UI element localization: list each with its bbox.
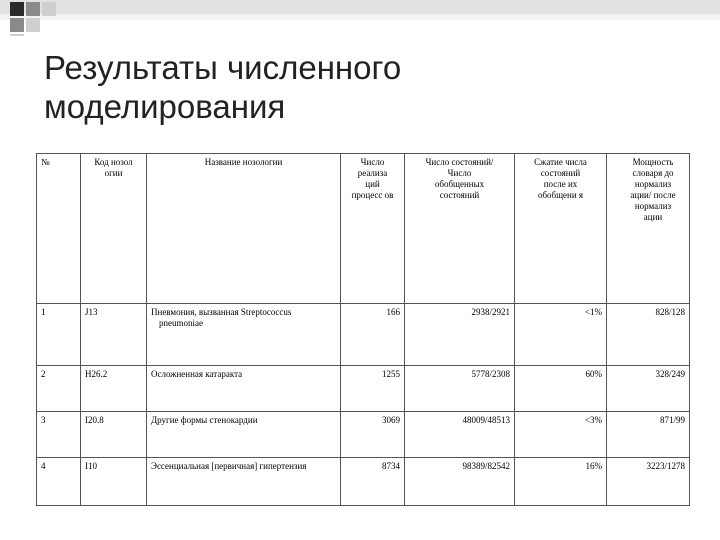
table-row bbox=[37, 366, 690, 412]
table-row bbox=[37, 412, 690, 458]
row-dictionary: 3223/1278 bbox=[607, 458, 690, 506]
slide-title-line-1: Результаты численного bbox=[44, 49, 402, 86]
row-states: 5778/2308 bbox=[405, 366, 515, 412]
row-name: Другие формы стенокардии bbox=[147, 412, 341, 458]
row-realizations: 1255 bbox=[341, 366, 405, 412]
row-number: 2 bbox=[37, 366, 81, 412]
header-states: Число состояний/ Число обобщенных состояний bbox=[405, 154, 515, 304]
row-number: 3 bbox=[37, 412, 81, 458]
header-number: № bbox=[37, 154, 81, 304]
header-name: Название нозологии bbox=[147, 154, 341, 304]
row-code: I20.8 bbox=[81, 412, 147, 458]
row-name: Осложненная катаракта bbox=[147, 366, 341, 412]
slide-title-line-2: моделирования bbox=[44, 88, 286, 125]
row-realizations: 166 bbox=[341, 304, 405, 366]
row-realizations: 8734 bbox=[341, 458, 405, 506]
row-name: Эссенциальная [первичная] гипертензия bbox=[147, 458, 341, 506]
header-dictionary: Мощность словаря до нормализ ации/ после нормализ ации bbox=[607, 154, 690, 304]
row-states: 48009/48513 bbox=[405, 412, 515, 458]
results-table bbox=[36, 153, 690, 506]
row-compression: <3% bbox=[515, 412, 607, 458]
row-number: 4 bbox=[37, 458, 81, 506]
row-realizations: 3069 bbox=[341, 412, 405, 458]
row-dictionary: 328/249 bbox=[607, 366, 690, 412]
row-compression: 60% bbox=[515, 366, 607, 412]
row-dictionary: 871/99 bbox=[607, 412, 690, 458]
table-row bbox=[37, 458, 690, 506]
table-row bbox=[37, 304, 690, 366]
decorative-squares-bar bbox=[0, 0, 720, 36]
row-code: H26.2 bbox=[81, 366, 147, 412]
slide-title bbox=[44, 48, 684, 126]
table-header-row bbox=[37, 154, 690, 304]
header-realizations: Число реализа ций процесс ов bbox=[341, 154, 405, 304]
row-states: 2938/2921 bbox=[405, 304, 515, 366]
row-dictionary: 828/128 bbox=[607, 304, 690, 366]
header-compression: Сжатие числа состояний после их обобщени я bbox=[515, 154, 607, 304]
header-code: Код нозол огии bbox=[81, 154, 147, 304]
row-compression: <1% bbox=[515, 304, 607, 366]
row-code: I10 bbox=[81, 458, 147, 506]
row-name: Пневмония, вызванная Streptococcus pneumoniae bbox=[147, 304, 341, 366]
row-compression: 16% bbox=[515, 458, 607, 506]
row-states: 98389/82542 bbox=[405, 458, 515, 506]
row-code: J13 bbox=[81, 304, 147, 366]
row-number: 1 bbox=[37, 304, 81, 366]
